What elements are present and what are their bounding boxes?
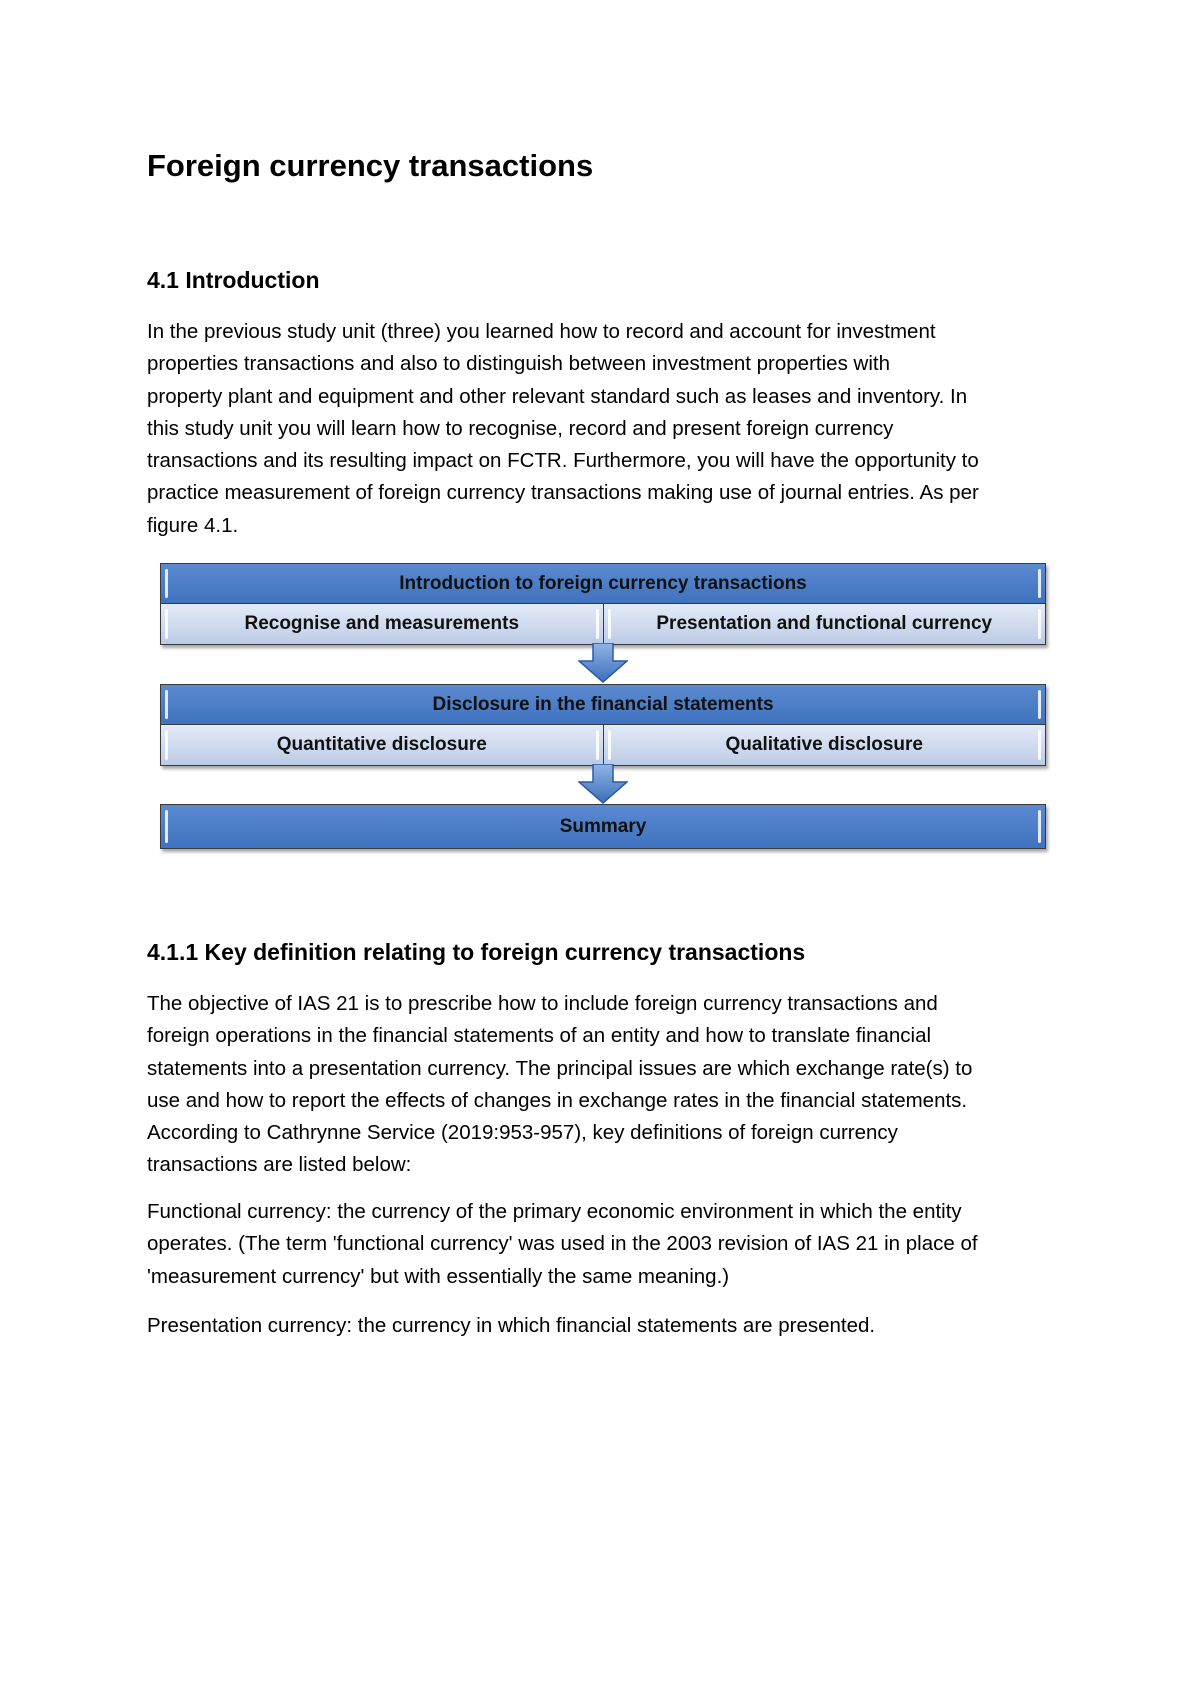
text-line: properties transactions and also to distinguish between investment properties with — [147, 352, 890, 376]
text-line: statements into a presentation currency. The principal issues are which exchange rate(s) to — [147, 1056, 973, 1080]
diagram-block-summary — [160, 804, 1046, 849]
diagram-row — [161, 604, 1045, 644]
text-line: Functional currency: the currency of the primary economic environment in which the entity — [147, 1200, 962, 1223]
text-line: transactions are listed below: — [147, 1153, 412, 1177]
text-line: use and how to report the effects of changes in exchange rates in the financial statements. — [147, 1088, 968, 1112]
section-heading-introduction: 4.1 Introduction — [147, 267, 320, 293]
figure-4-1-flow-diagram — [160, 563, 1050, 855]
text-line: property plant and equipment and other relevant standard such as leases and inventory. In — [147, 384, 968, 408]
section-heading-key-definitions: 4.1.1 Key definition relating to foreign currency transactions — [147, 939, 806, 965]
text-line: transactions and its resulting impact on FCTR. Furthermore, you will have the opportunity to — [147, 449, 979, 473]
diagram-cell-presentation: Presentation and functional currency — [603, 604, 1046, 644]
text-line: foreign operations in the financial statements of an entity and how to translate financial — [147, 1024, 932, 1048]
diagram-row — [161, 725, 1045, 765]
text-line: The objective of IAS 21 is to prescribe how to include foreign currency transactions and — [147, 992, 938, 1015]
diagram-block-disclosure — [160, 684, 1046, 766]
text-line: Presentation currency: the currency in which financial statements are presented. — [147, 1314, 876, 1337]
diagram-cell-recognise: Recognise and measurements — [161, 604, 603, 644]
page-title: Foreign currency transactions — [147, 148, 594, 183]
diagram-cell-qualitative: Qualitative disclosure — [603, 725, 1046, 765]
text-line: operates. (The term 'functional currency' was used in the 2003 revision of IAS 21 in place of — [147, 1232, 978, 1256]
functional-currency-paragraph — [147, 1196, 1067, 1293]
presentation-currency-paragraph — [147, 1310, 1067, 1342]
text-line: In the previous study unit (three) you learned how to record and account for investment — [147, 320, 936, 343]
diagram-block-introduction — [160, 563, 1046, 645]
text-line: According to Cathrynne Service (2019:953-957), key definitions of foreign currency — [147, 1121, 898, 1145]
introduction-paragraph — [147, 316, 1067, 542]
diagram-header-disclosure: Disclosure in the financial statements — [161, 685, 1045, 725]
text-line: 'measurement currency' but with essentially the same meaning.) — [147, 1264, 730, 1288]
diagram-header-introduction: Introduction to foreign currency transactions — [161, 564, 1045, 604]
text-line: figure 4.1. — [147, 513, 239, 537]
objective-paragraph — [147, 988, 1067, 1182]
diagram-cell-quantitative: Quantitative disclosure — [161, 725, 603, 765]
diagram-header-summary: Summary — [161, 805, 1045, 848]
down-arrow-icon — [578, 764, 628, 804]
text-line: practice measurement of foreign currency transactions making use of journal entries. As per — [147, 481, 979, 505]
down-arrow-icon — [578, 643, 628, 683]
text-line: this study unit you will learn how to recognise, record and present foreign currency — [147, 416, 894, 440]
